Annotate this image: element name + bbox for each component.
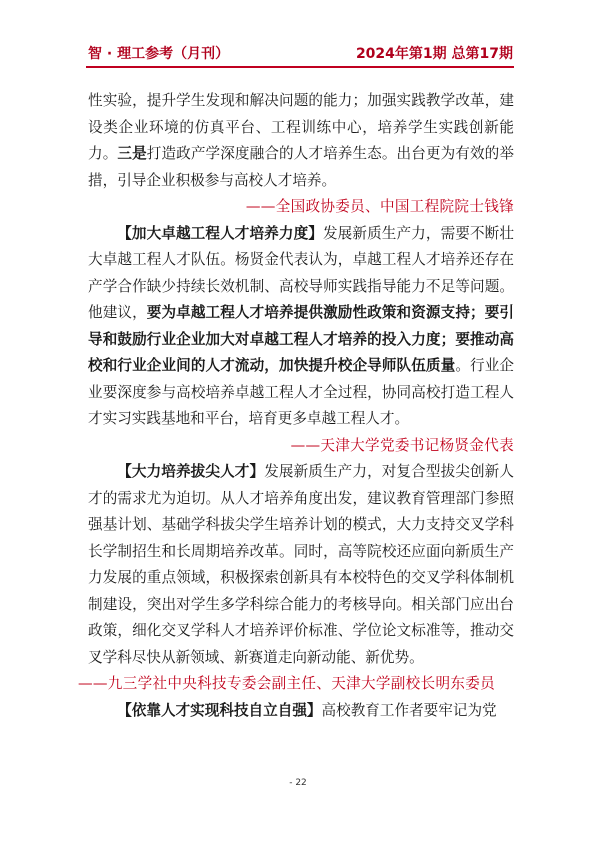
header-divider (86, 66, 514, 68)
article-body (78, 88, 514, 724)
intro-paragraph (88, 88, 514, 194)
intro-text-rest: 打造政产学深度融合的人才培养生态。出台更为有效的举措，引导企业积极参与高校人才培养。 (88, 145, 514, 189)
signature-ming-dong: ——九三学社中央科技专委会副主任、天津大学副校长明东委员 (78, 675, 496, 692)
section-self-reliance (88, 698, 514, 725)
section-bold-text: 要为卓越工程人才培养提供激励性政策和资源支持；要引导和鼓励行业企业加大对卓越工程人才培养的投入力度；要推动高校和行业企业间的人才流动，加快提升校企导师队伍质量 (88, 304, 514, 374)
section-title-top-talent: 【大力培养拔尖人才】 (117, 463, 265, 480)
issue-info: 2024年第1期 总第17期 (355, 46, 513, 62)
section-title-excellent-engineers: 【加大卓越工程人才培养力度】 (117, 224, 323, 242)
signature-qian-feng: ——全国政协委员、中国工程院院士钱锋 (245, 198, 514, 215)
section-excellent-engineers (88, 221, 514, 433)
section-text: 高校教育工作者要牢记为党 (321, 701, 497, 719)
signature-yang-xianjin: ——天津大学党委书记杨贤金代表 (290, 436, 514, 454)
page-number: - 22 (289, 778, 307, 788)
section-top-talent (88, 459, 514, 671)
section-text: 发展新质生产力，对复合型拔尖创新人才的需求尤为迫切。从人才培养角度出发，建议教育管理部门参照强基计划、基础学科拔尖学生培养计划的模式，大力支持交叉学科长学制招生和长周期培养改革。同时，高等院校还应面向新质生产力发展的重点领域，积极探索创新具有本校特色的交叉学科体制机制建设，突出对学生多学科综合能力的考核导向。相关部门应出台政策，细化交叉学科人才培养评价标准、学位论文标准等，推动交叉学科尽快从新领域、新赛道走向新动能、新优势。 (88, 463, 514, 666)
page-header (88, 41, 513, 65)
section-text: 发展新质生产力，需要不断壮大卓越工程人才队伍。杨贤金代表认为，卓越工程人才培养还存在产学合作缺少持续长效机制、高校导师实践指导能力不足等问题。他建议， (88, 224, 514, 321)
journal-title: 智 · 理工参考（月刊） (88, 46, 230, 62)
section-title-self-reliance: 【依靠人才实现科技自立自强】 (117, 701, 322, 719)
section-text-rest: 。行业企业要深度参与高校培养卓越工程人才全过程，协同高校打造工程人才实习实践基地和平台，培育更多卓越工程人才。 (88, 357, 514, 427)
intro-text: 性实验，提升学生发现和解决问题的能力；加强实践教学改革，建设类企业环境的仿真平台、工程训练中心，培养学生实践创新能力。 (88, 92, 514, 162)
intro-bold-marker: 三是 (117, 145, 147, 162)
